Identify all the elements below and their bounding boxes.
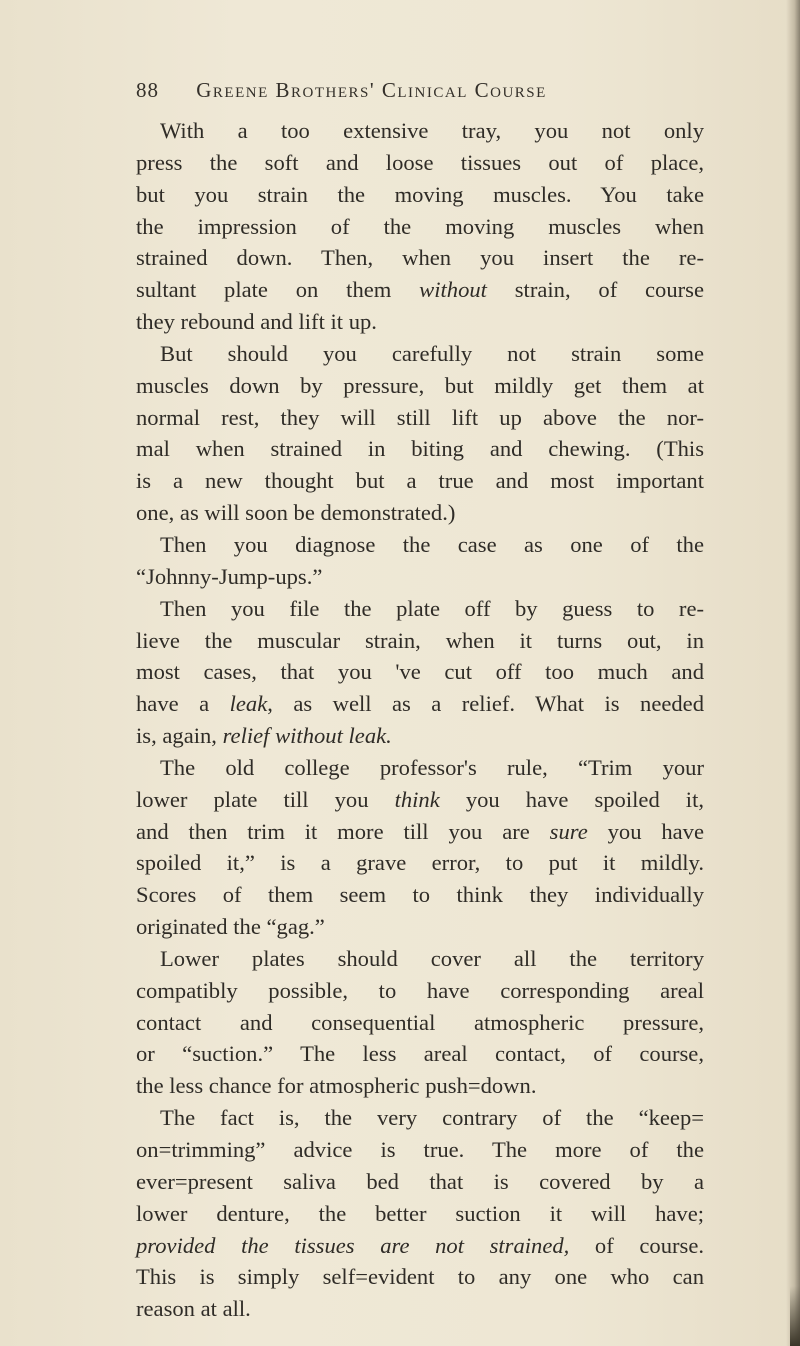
- text-line: ever=present saliva bed that is covered by a: [136, 1168, 704, 1194]
- text-line: This is simply self=evident to any one who can: [136, 1264, 704, 1290]
- text-line: most cases, that you 've cut off too much and: [136, 659, 704, 685]
- text-line: muscles down by pressure, but mildly get them at: [136, 372, 704, 398]
- text-line: spoiled it,” is a grave error, to put it mildly.: [136, 850, 704, 876]
- page-edge-shadow: [786, 0, 800, 1346]
- text-line: or “suction.” The less areal contact, of course,: [136, 1041, 704, 1067]
- text-line: normal rest, they will still lift up above the nor-: [136, 404, 704, 430]
- text-line: Scores of them seem to think they individually: [136, 882, 704, 908]
- scan-corner-mark: [790, 1286, 800, 1346]
- text-line: but you strain the moving muscles. You take: [136, 181, 704, 207]
- text-line: they rebound and lift it up.: [136, 309, 377, 335]
- running-title: Greene Brothers' Clinical Course: [196, 78, 547, 102]
- text-line: With a too extensive tray, you not only: [160, 118, 704, 143]
- text-line: Then you diagnose the case as one of the: [160, 531, 704, 557]
- text-line: provided the tissues are not strained, of course.: [136, 1232, 704, 1258]
- text-line: the less chance for atmospheric push=down.: [136, 1073, 537, 1099]
- text-line: But should you carefully not strain some: [160, 340, 704, 366]
- text-line: is a new thought but a true and most important: [136, 468, 704, 494]
- text-line: have a leak, as well as a relief. What is needed: [136, 691, 705, 717]
- text-line: and then trim it more till you are sure you have: [136, 818, 705, 844]
- text-line: lieve the muscular strain, when it turns out, in: [136, 627, 704, 653]
- text-line: Then you file the plate off by guess to re-: [160, 595, 704, 621]
- text-line: on=trimming” advice is true. The more of the: [136, 1137, 704, 1162]
- text-line: the impression of the moving muscles when: [136, 213, 704, 239]
- text-line: lower plate till you think you have spoiled it,: [136, 786, 704, 812]
- text-line: press the soft and loose tissues out of place,: [136, 149, 704, 175]
- text-line: lower denture, the better suction it will have;: [136, 1200, 704, 1226]
- text-line: “Johnny-Jump-ups.”: [136, 563, 323, 589]
- text-line: compatibly possible, to have corresponding areal: [136, 977, 704, 1003]
- text-line: sultant plate on them without strain, of course: [136, 277, 704, 303]
- text-line: Lower plates should cover all the territory: [160, 945, 704, 971]
- text-line: The old college professor's rule, “Trim your: [160, 754, 704, 780]
- running-head: [136, 78, 696, 103]
- text-line: mal when strained in biting and chewing. (This: [136, 436, 704, 462]
- text-line: originated the “gag.”: [136, 914, 325, 940]
- text-line: strained down. Then, when you insert the re-: [136, 245, 704, 271]
- text-line: reason at all.: [136, 1296, 251, 1322]
- text-line: The fact is, the very contrary of the “keep=: [160, 1105, 704, 1131]
- text-line: is, again, relief without leak.: [136, 723, 392, 749]
- page-number: 88: [136, 78, 159, 102]
- body-text: [136, 115, 704, 1325]
- text-line: contact and consequential atmospheric pressure,: [136, 1009, 704, 1035]
- text-line: one, as will soon be demonstrated.): [136, 500, 456, 526]
